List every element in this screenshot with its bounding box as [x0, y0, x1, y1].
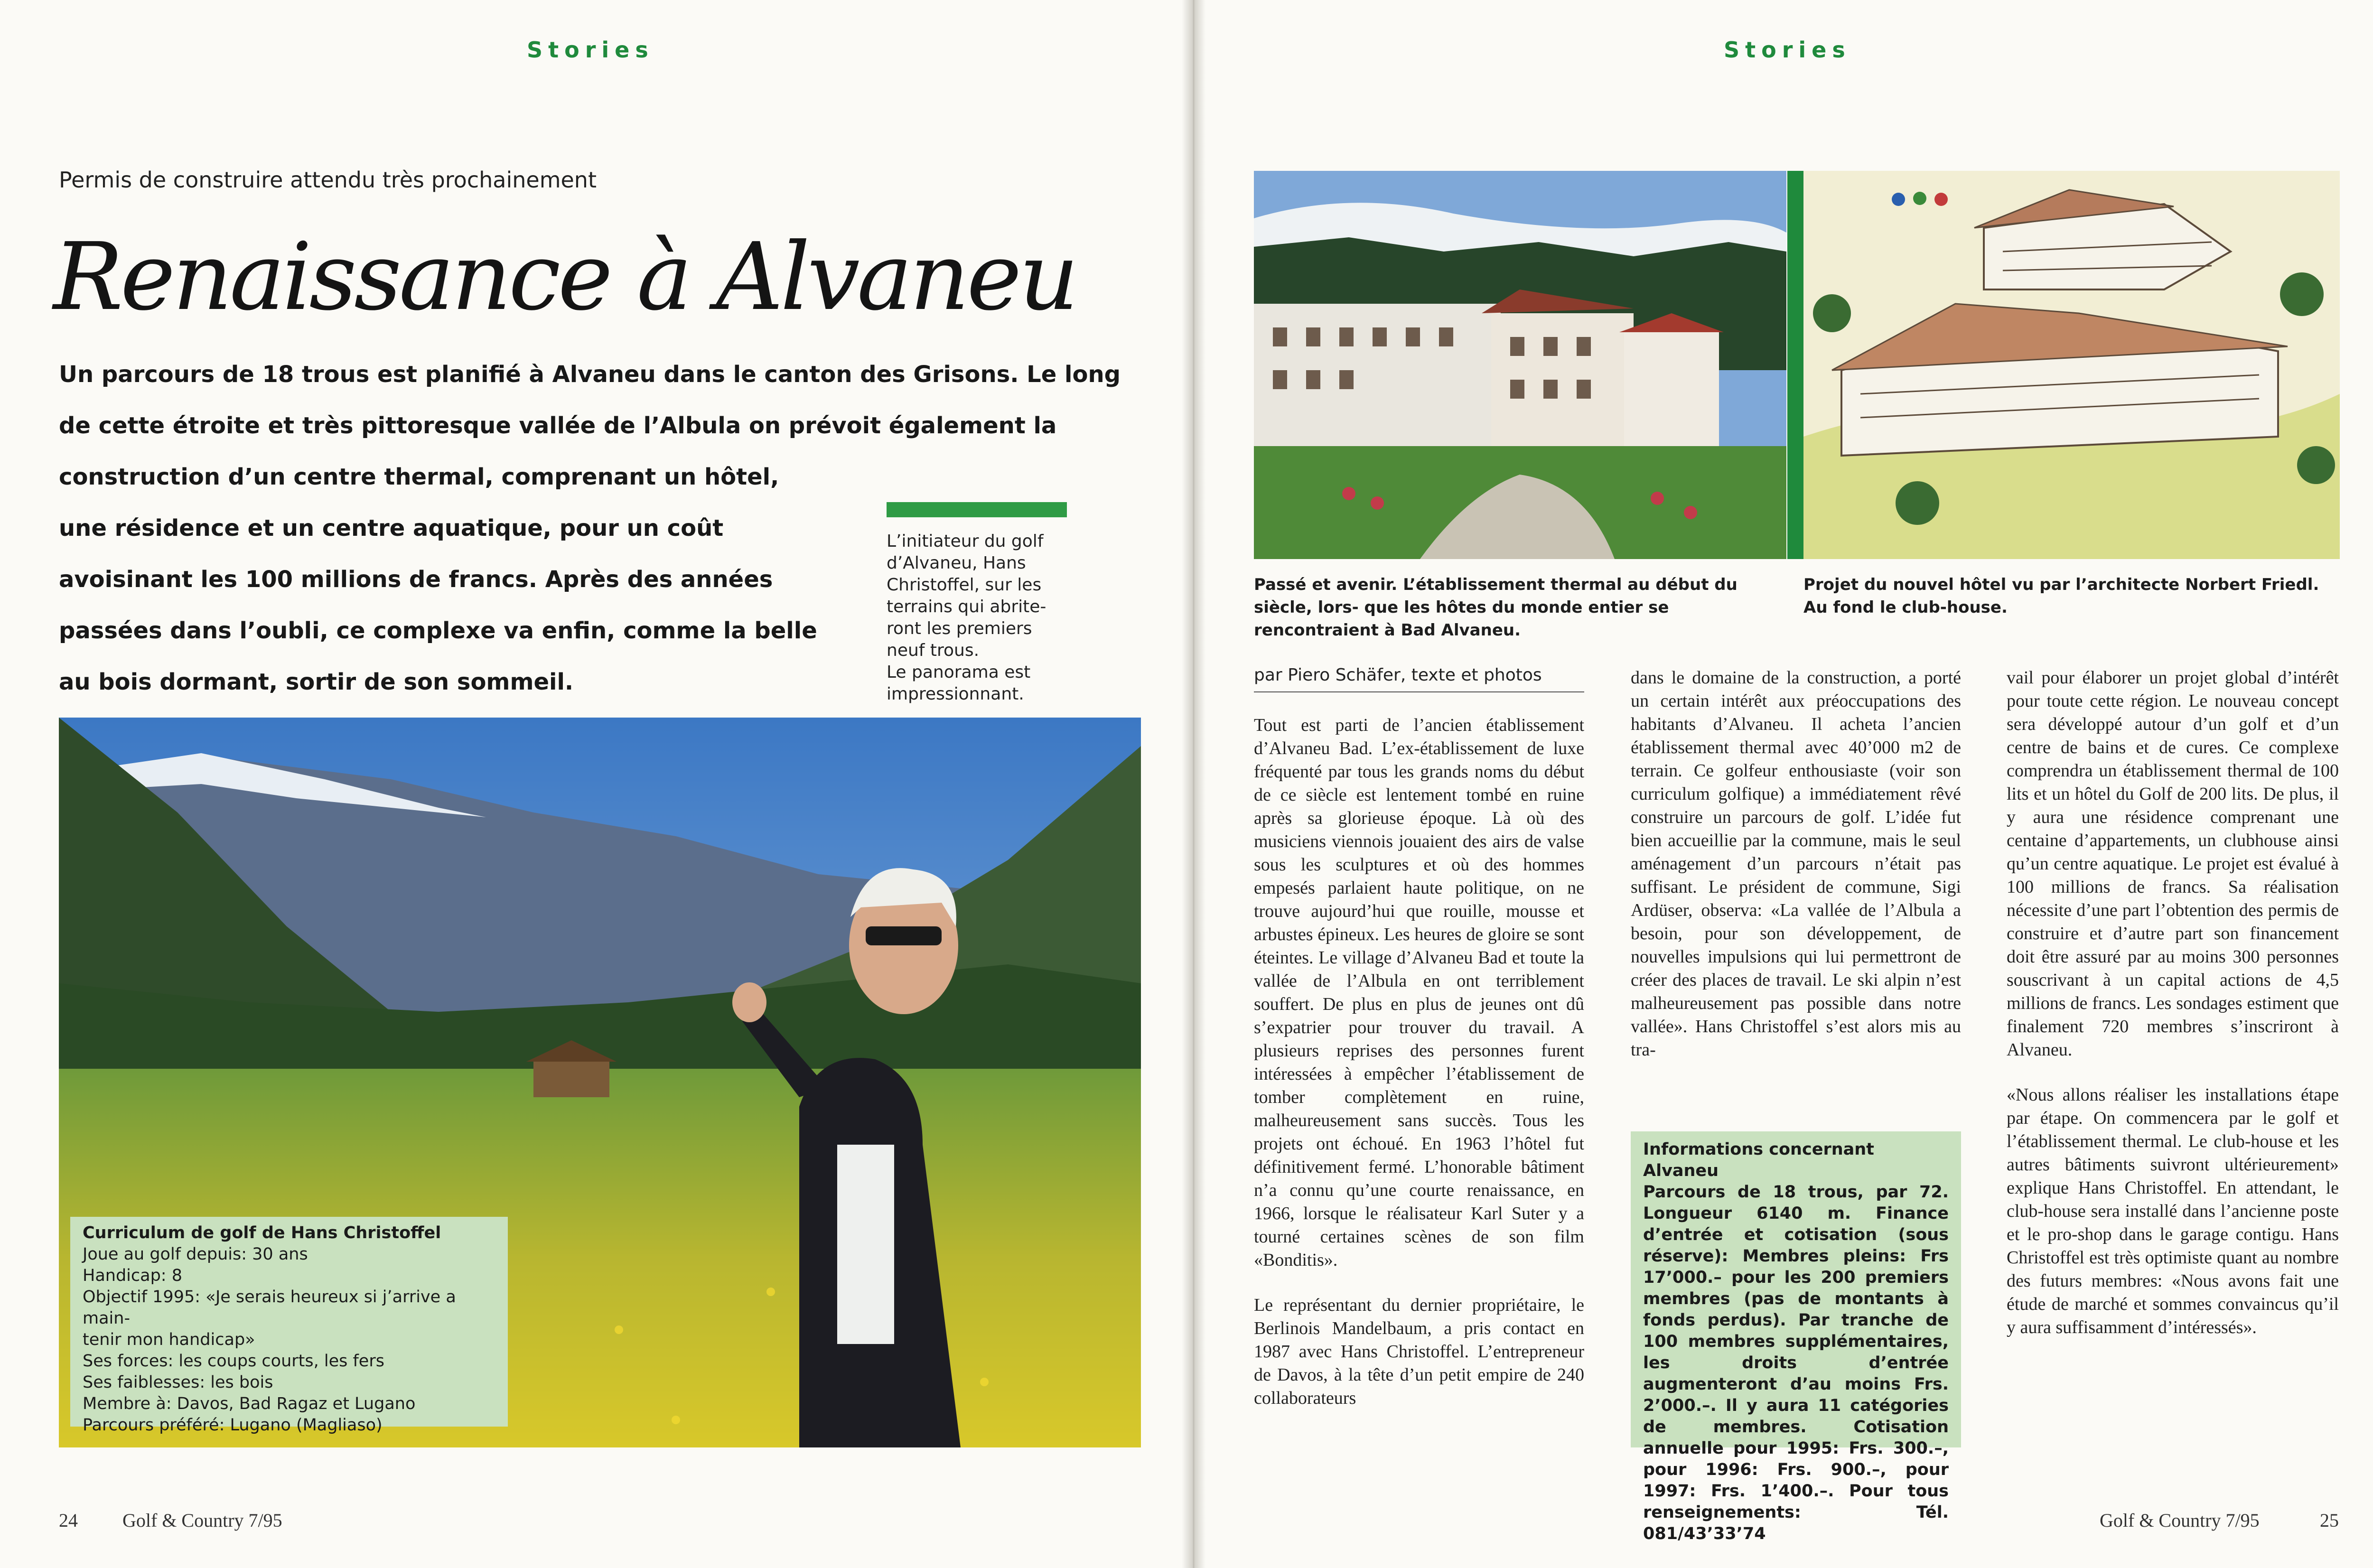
left-page [0, 0, 1182, 1568]
info-box: Informations concernant Alvaneu Parcours de 18 trous, par 72. Longueur 6140 m. Finance d’entrée et cotisation (sous réserve): Membres pleins: Frs 17’000.– pour les 200 premiers membres (pas de montants à fonds perdus). Par tranche de 100 membres supplémentaires, les droits d’entrée augmenteront d’au moins Frs. 2’000.–. Il y aura 11 catégories de membres. Cotisation annuelle pour 1995: Frs. 300.–, pour 1996: Frs. 900.–, pour 1997: Frs. 1’400.–. Pour tous renseignements: Tél. 081/43’33’74 [1631, 1131, 1961, 1447]
architect-sketch [1803, 171, 2340, 559]
pre-title: Permis de construire attendu très prochainement [59, 167, 597, 193]
caption-accent-bar [887, 502, 1067, 517]
byline: par Piero Schäfer, texte et photos [1254, 665, 1584, 692]
article-column-3: vail pour élaborer un projet global d’intérêt pour toute cette région. Le nouveau concept sera développé autour d’un golf et d’un centre de bains et de cures. Ce complexe comprendra un établissement thermal de 100 lits et un hôtel du Golf de 200 lits. De plus, il y aura une résidence comprenant une centaine d’appartements, un clubhouse ainsi qu’un centre aquatique. Le projet est évalué à 100 millions de francs. Sa réalisation nécessite d’une part l’obtention des permis de construire et d’autre part son financement doit être assuré par au moins 300 personnes souscrivant à un capital actions de 4,5 millions de francs. Les sondages estiment que finalement 720 membres s’inscriront à Alvaneu. «Nous allons réaliser les installations étape par étape. On commencera par le golf et l’établissement thermal. Le club-house et les autres bâtiments suivront ultérieurement» explique Hans Christoffel. En attendant, le club-house sera installé dans l’ancienne poste et le pro-shop dans le garage contigu. Hans Christoffel est très optimiste quant au nombre des futurs membres: «Nous avons fait une étude de marché et sommes convaincus qu’il y aura suffisamment d’intéressés». [2007, 668, 2339, 1337]
historic-hotel-photo [1254, 171, 1786, 559]
folio-magazine: Golf & Country 7/95 [122, 1510, 282, 1531]
page-number: 24 [59, 1510, 78, 1531]
article-title: Renaissance à Alvaneu [53, 223, 1076, 331]
page-number: 25 [2320, 1510, 2339, 1531]
curriculum-box: Curriculum de golf de Hans Christoffel Joue au golf depuis: 30 ans Handicap: 8 Objectif 1995: «Je serais heureux si j’arrive a main- tenir mon handicap» Ses forces: les coups courts, les fers Ses faiblesses: les bois Membre à: Davos, Bad Ragaz et Lugano Parcours préféré: Lugano (Magliaso) [70, 1217, 508, 1427]
green-separator [1787, 171, 1803, 559]
section-kicker: Stories [527, 37, 654, 63]
section-kicker: Stories [1724, 37, 1851, 63]
folio-magazine: Golf & Country 7/95 [2100, 1510, 2260, 1531]
article-column-2: dans le domaine de la construction, a porté un certain intérêt aux préoccupations des habitants d’Alvaneu. Il acheta l’ancien établissement thermal avec 40’000 m2 de terrain. Ce golfeur enthousiaste (voir son curriculum golfique) a immédiatement rêvé construire un parcours de golf. L’idée fut bien accueillie par la commune, mais le seul aménagement d’un parcours n’était pas suffisant. Le président de commune, Sigi Ardüser, observa: «La vallée de l’Albula a besoin, pour son développement, de nouvelles impulsions qui lui permettront de créer des places de travail. Le ski alpin n’est malheureusement pas possible dans notre vallée». Hans Christoffel s’est alors mis au tra- [1631, 668, 1961, 1060]
article-column-1: Tout est parti de l’ancien établissement d’Alvaneu Bad. L’ex-établissement de luxe fréquenté par tous les grands noms du début de ce siècle est lentement tombé en ruine après sa glorieuse époque. Là où des musiciens viennois jouaient des airs de valse sous les sculptures et où des hommes empesés parlaient haute politique, on ne trouve aujourd’hui que rouille, mousse et arbustes épineux. Les heures de gloire se sont éteintes. Le village d’Alvaneu Bad et toute la vallée de l’Albula en ont terriblement souffert. De plus en plus de jeunes ont dû s’expatrier pour trouver du travail. A plusieurs reprises des personnes furent intéressées à empêcher l’établissement de tomber complètement en ruine, malheureusement sans succès. Tous les projets ont échoué. En 1963 l’hôtel fut définitivement fermé. L’honorable bâtiment n’a connu qu’une courte renaissance, en 1966, lorsque le réalisateur Karl Suter y a tourné certaines scènes de son film «Bonditis». Le représentant du dernier propriétaire, le Berlinois Mandelbaum, a pris contact en 1987 avec Hans Christoffel. L’entrepreneur de Davos, à la tête d’un petit empire de 240 collaborateurs [1254, 715, 1584, 1408]
spine-gutter [1182, 0, 1205, 1568]
photo-caption-sketch: Projet du nouvel hôtel vu par l’architecte Norbert Friedl. Au fond le club-house. [1803, 575, 2319, 617]
photo-caption-historic: Passé et avenir. L’établissement thermal au début du siècle, lors- que les hôtes du monde entier se rencontraient à Bad Alvaneu. [1254, 575, 1738, 640]
lead-paragraph: Un parcours de 18 trous est planifié à Alvaneu dans le canton des Grisons. Le long de cette étroite et très pittoresque vallée de l’Albula on prévoit également la construction d’un centre thermal, comprenant un hôtel, une résidence et un centre aquatique, pour un coût avoisinant les 100 millions de francs. Après des années passées dans l’oubli, ce complexe va enfin, comme la belle au bois dormant, sortir de son sommeil. [59, 361, 1121, 695]
photo-caption: L’initiateur du golf d’Alvaneu, Hans Christoffel, sur les terrains qui abrite- ront les premiers neuf trous. Le panorama est impressionnant. [887, 532, 1046, 704]
